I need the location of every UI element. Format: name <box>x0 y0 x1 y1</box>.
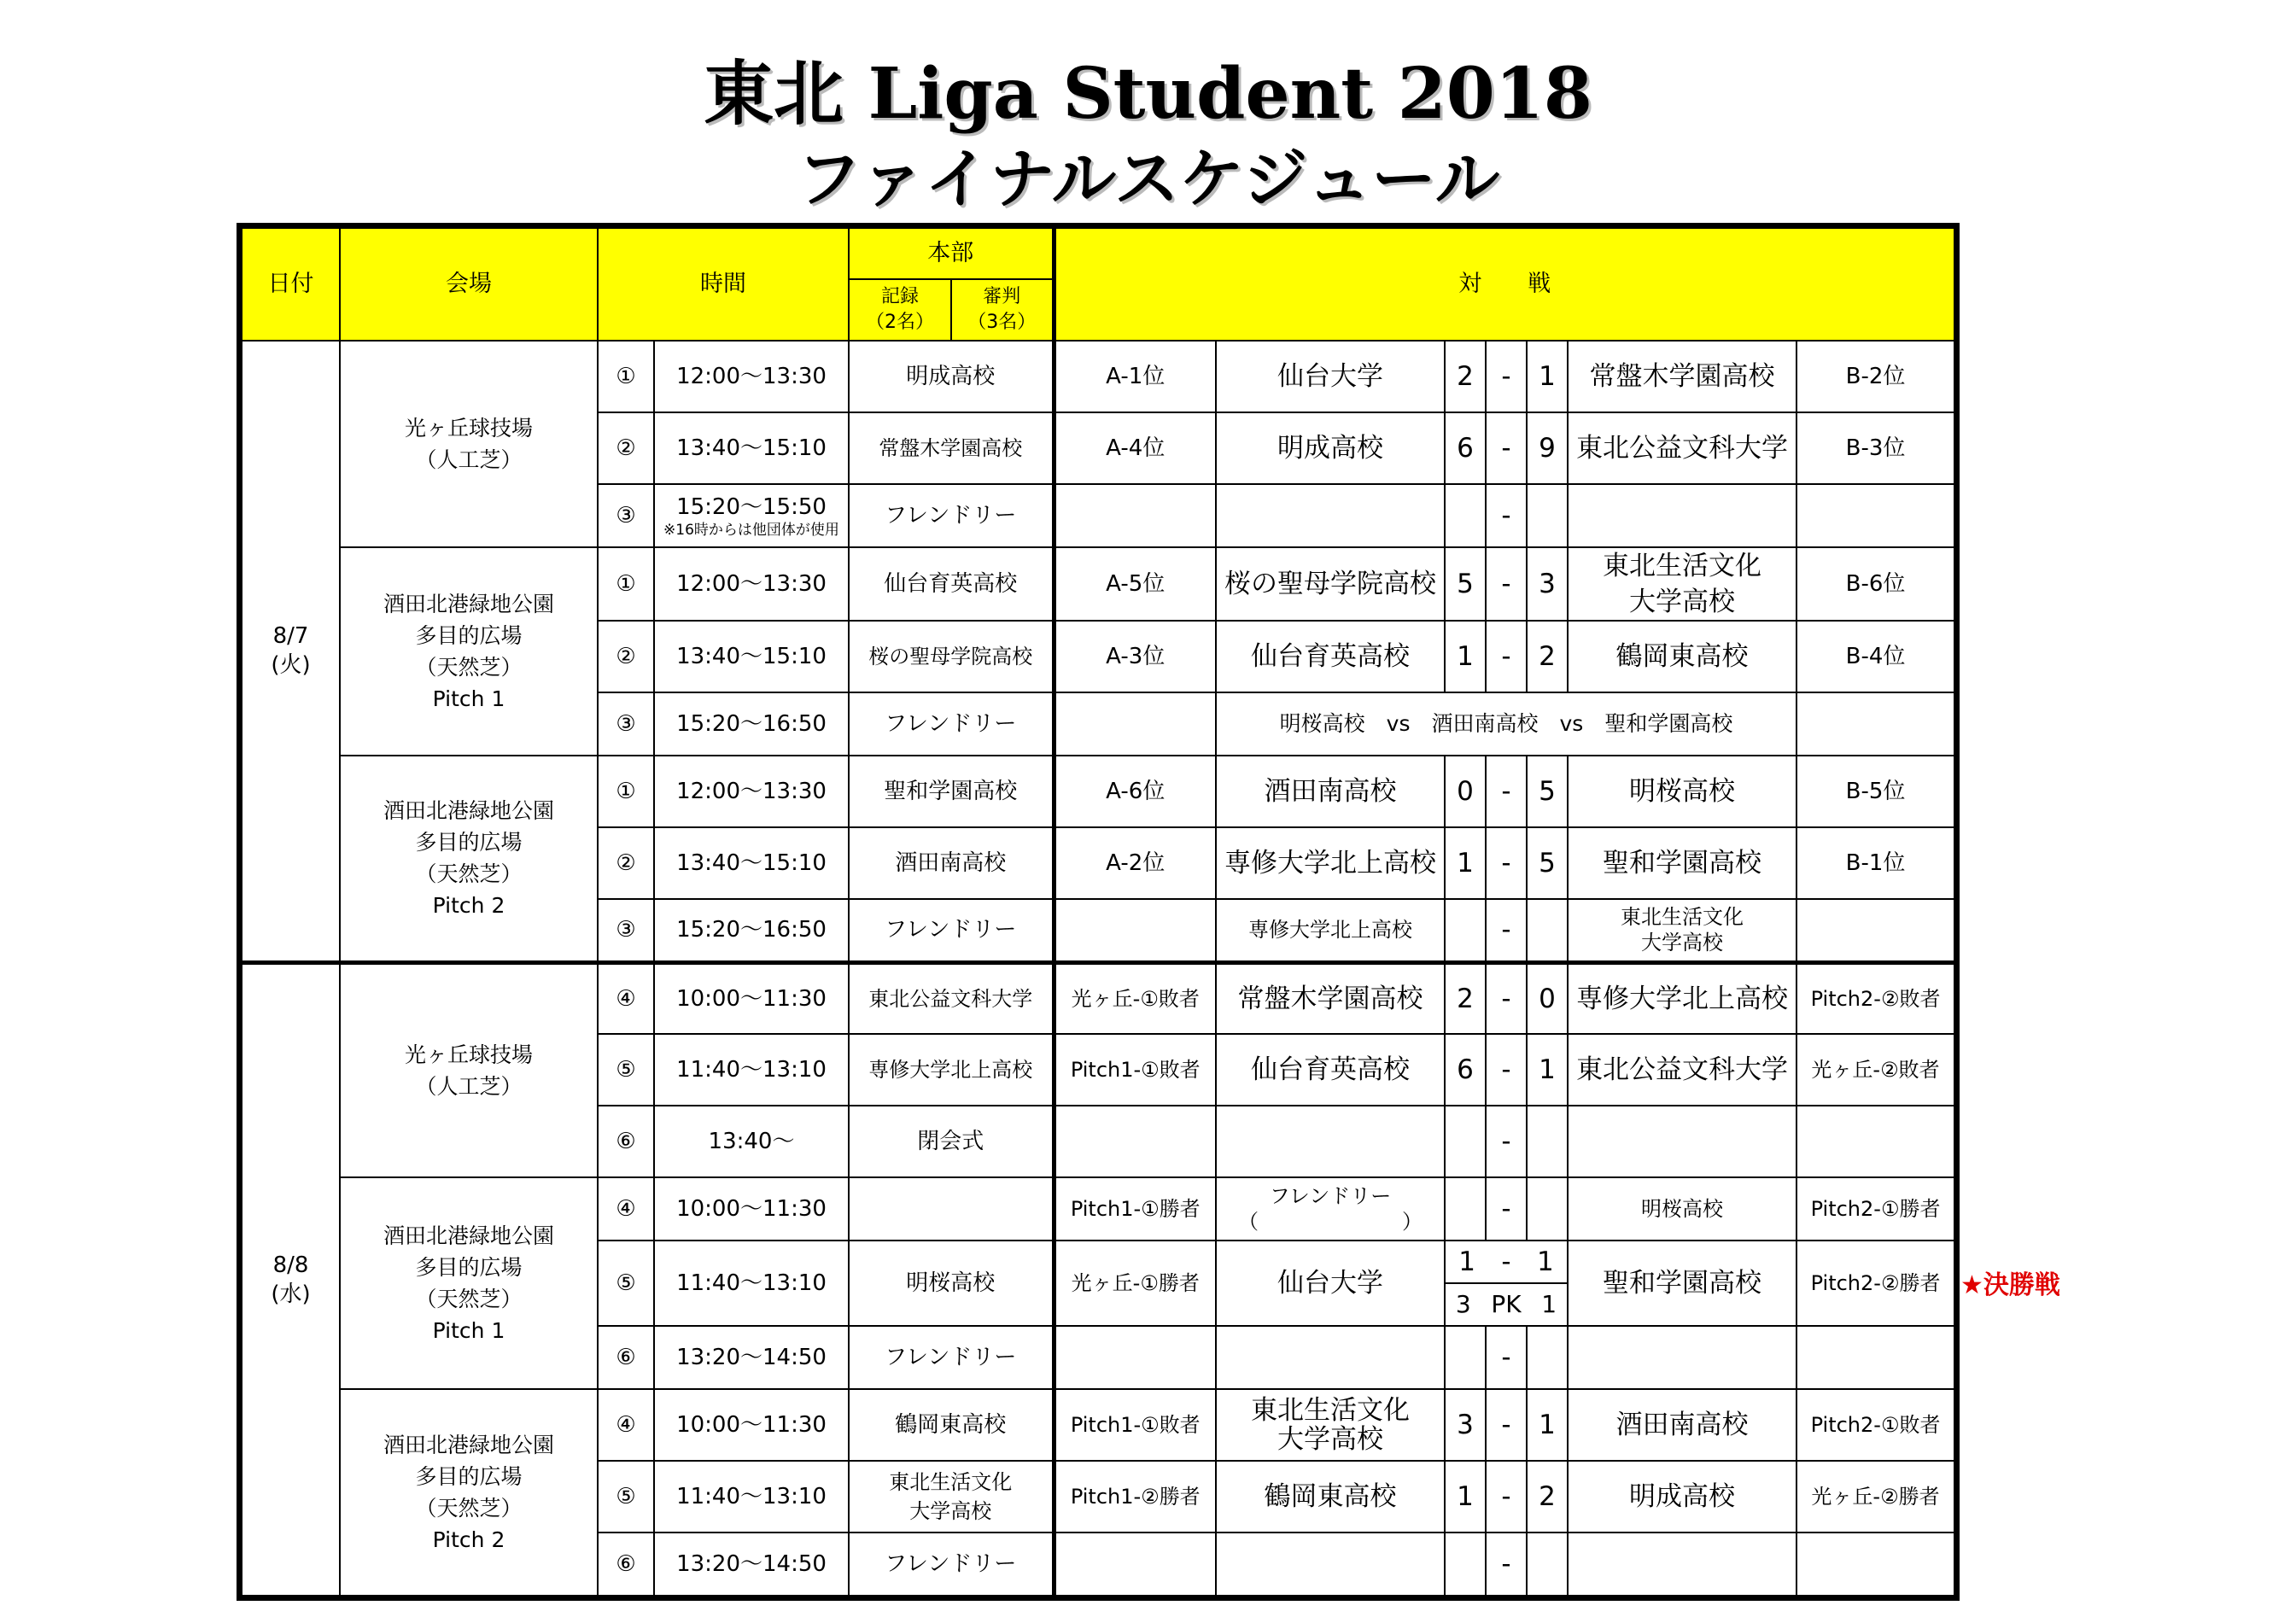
right-seed: Pitch2-①勝者 <box>1796 1177 1954 1241</box>
away-team: 明成高校 <box>1568 1461 1796 1533</box>
left-seed <box>1054 1326 1216 1389</box>
away-score: 2 <box>1527 1461 1568 1533</box>
left-seed: A-6位 <box>1054 756 1216 827</box>
hq-team <box>849 1177 1054 1241</box>
home-score: 3 <box>1445 1389 1486 1461</box>
home-team <box>1216 1533 1445 1596</box>
away-score: 1 <box>1527 1034 1568 1106</box>
hq-team: 鶴岡東高校 <box>849 1389 1054 1461</box>
score-dash: - <box>1486 1389 1527 1461</box>
header-hq: 本部 <box>849 228 1054 279</box>
left-seed <box>1054 1106 1216 1177</box>
match-number: ④ <box>598 962 654 1034</box>
score-dash: - <box>1486 756 1527 827</box>
match-number: ⑥ <box>598 1533 654 1596</box>
away-score: 3 <box>1527 547 1568 621</box>
home-score: 1 <box>1445 621 1486 692</box>
away-score: 1 <box>1527 1389 1568 1461</box>
schedule-table <box>241 227 1955 1597</box>
away-score: 5 <box>1527 827 1568 899</box>
venue-cell: 酒田北港緑地公園 多目的広場 （天然芝） Pitch 1 <box>340 547 598 756</box>
match-number: ① <box>598 756 654 827</box>
left-seed: A-2位 <box>1054 827 1216 899</box>
left-seed <box>1054 692 1216 756</box>
home-score: 6 <box>1445 412 1486 484</box>
away-team: 東北生活文化 大学高校 <box>1568 899 1796 962</box>
hq-team: 専修大学北上高校 <box>849 1034 1054 1106</box>
home-score: 2 <box>1445 962 1486 1034</box>
score-dash: - <box>1486 547 1527 621</box>
home-team <box>1216 1326 1445 1389</box>
header-referee: 審判 （3名） <box>951 279 1054 341</box>
home-score <box>1445 1533 1486 1596</box>
home-team <box>1216 1106 1445 1177</box>
home-team: 専修大学北上高校 <box>1216 827 1445 899</box>
hq-team: 酒田南高校 <box>849 827 1054 899</box>
right-seed: 光ヶ丘-②敗者 <box>1796 1034 1954 1106</box>
hq-team: フレンドリー <box>849 1533 1054 1596</box>
right-seed: B-2位 <box>1796 341 1954 412</box>
match-number: ② <box>598 621 654 692</box>
match-row <box>242 341 1954 412</box>
match-time: 13:40～15:10 <box>654 827 849 899</box>
away-team <box>1568 484 1796 547</box>
match-number: ① <box>598 341 654 412</box>
away-team: 常盤木学園高校 <box>1568 341 1796 412</box>
home-team: 専修大学北上高校 <box>1216 899 1445 962</box>
away-team <box>1568 1106 1796 1177</box>
match-time: 15:20～15:50 ※16時からは他団体が使用 <box>654 484 849 547</box>
match-number: ③ <box>598 899 654 962</box>
home-team: 仙台育英高校 <box>1216 621 1445 692</box>
away-score <box>1527 899 1568 962</box>
score-dash: - <box>1486 412 1527 484</box>
venue-cell: 光ヶ丘球技場 （人工芝） <box>340 962 598 1177</box>
header-date: 日付 <box>242 228 340 341</box>
home-score: 1 <box>1445 1461 1486 1533</box>
hq-team: 常盤木学園高校 <box>849 412 1054 484</box>
score-with-pk <box>1445 1241 1568 1326</box>
score-dash: - <box>1486 621 1527 692</box>
score-dash: - <box>1486 484 1527 547</box>
away-team <box>1568 1326 1796 1389</box>
home-score: 0 <box>1445 756 1486 827</box>
right-seed <box>1796 484 1954 547</box>
home-team: 仙台大学 <box>1216 1241 1445 1326</box>
time-note: ※16時からは他団体が使用 <box>663 522 839 539</box>
right-seed: Pitch2-①敗者 <box>1796 1389 1954 1461</box>
match-time: 10:00～11:30 <box>654 1177 849 1241</box>
match-time: 13:20～14:50 <box>654 1533 849 1596</box>
header-match: 対 戦 <box>1054 228 1954 341</box>
header-venue: 会場 <box>340 228 598 341</box>
away-team: 東北生活文化 大学高校 <box>1568 547 1796 621</box>
friendly-matchup: 明桜高校 vs 酒田南高校 vs 聖和学園高校 <box>1216 692 1796 756</box>
hq-team: 東北公益文科大学 <box>849 962 1054 1034</box>
right-seed <box>1796 1106 1954 1177</box>
right-seed: 光ヶ丘-②勝者 <box>1796 1461 1954 1533</box>
hq-team: 聖和学園高校 <box>849 756 1054 827</box>
away-score <box>1527 1326 1568 1389</box>
match-time: 11:40～13:10 <box>654 1461 849 1533</box>
hq-team: フレンドリー <box>849 899 1054 962</box>
away-score: 9 <box>1527 412 1568 484</box>
away-score <box>1527 1533 1568 1596</box>
right-seed: B-1位 <box>1796 827 1954 899</box>
left-seed: 光ヶ丘-①敗者 <box>1054 962 1216 1034</box>
home-team: 酒田南高校 <box>1216 756 1445 827</box>
away-score: 0 <box>1527 962 1568 1034</box>
left-seed: Pitch1-①勝者 <box>1054 1177 1216 1241</box>
right-seed: B-3位 <box>1796 412 1954 484</box>
away-team: 明桜高校 <box>1568 1177 1796 1241</box>
match-time: 10:00～11:30 <box>654 962 849 1034</box>
away-team: 東北公益文科大学 <box>1568 1034 1796 1106</box>
right-seed: B-5位 <box>1796 756 1954 827</box>
match-time: 15:20～16:50 <box>654 692 849 756</box>
left-seed: A-3位 <box>1054 621 1216 692</box>
match-time: 12:00～13:30 <box>654 756 849 827</box>
score-dash: - <box>1486 827 1527 899</box>
left-seed <box>1054 899 1216 962</box>
final-match-note: ★決勝戦 <box>1960 1270 2060 1300</box>
home-score <box>1445 1106 1486 1177</box>
header-record: 記録 （2名） <box>849 279 951 341</box>
home-score: 2 <box>1445 341 1486 412</box>
venue-cell: 酒田北港緑地公園 多目的広場 （天然芝） Pitch 2 <box>340 756 598 962</box>
match-number: ④ <box>598 1177 654 1241</box>
home-team <box>1216 484 1445 547</box>
home-score: 6 <box>1445 1034 1486 1106</box>
hq-team: 明成高校 <box>849 341 1054 412</box>
pk-label: PK <box>1491 1290 1522 1318</box>
home-team: 明成高校 <box>1216 412 1445 484</box>
away-team: 明桜高校 <box>1568 756 1796 827</box>
score-dash: - <box>1486 1177 1527 1241</box>
match-time: 13:40～15:10 <box>654 621 849 692</box>
away-score: 5 <box>1527 756 1568 827</box>
score-dash: - <box>1501 1246 1511 1277</box>
left-seed: A-4位 <box>1054 412 1216 484</box>
right-seed <box>1796 899 1954 962</box>
score-dash: - <box>1486 1326 1527 1389</box>
left-seed: A-5位 <box>1054 547 1216 621</box>
title-jp: 東北 <box>704 54 844 135</box>
home-team: 東北生活文化 大学高校 <box>1216 1389 1445 1461</box>
right-seed: Pitch2-②敗者 <box>1796 962 1954 1034</box>
match-number: ③ <box>598 692 654 756</box>
match-number: ② <box>598 827 654 899</box>
match-time: 13:20～14:50 <box>654 1326 849 1389</box>
right-seed: B-4位 <box>1796 621 1954 692</box>
date-cell: 8/8 (水) <box>242 962 340 1596</box>
home-team: 仙台大学 <box>1216 341 1445 412</box>
match-row <box>242 756 1954 827</box>
match-number: ⑤ <box>598 1034 654 1106</box>
hq-team: フレンドリー <box>849 692 1054 756</box>
home-team: フレンドリー （ ） <box>1216 1177 1445 1241</box>
away-score: 2 <box>1527 621 1568 692</box>
right-seed <box>1796 692 1954 756</box>
home-score <box>1445 484 1486 547</box>
score-dash: - <box>1486 1461 1527 1533</box>
score-dash: - <box>1486 962 1527 1034</box>
right-seed <box>1796 1533 1954 1596</box>
home-team: 桜の聖母学院高校 <box>1216 547 1445 621</box>
match-time: 12:00～13:30 <box>654 341 849 412</box>
left-seed <box>1054 484 1216 547</box>
left-seed: Pitch1-②勝者 <box>1054 1461 1216 1533</box>
left-seed: Pitch1-①敗者 <box>1054 1389 1216 1461</box>
match-time: 11:40～13:10 <box>654 1241 849 1326</box>
left-seed <box>1054 1533 1216 1596</box>
hq-team: フレンドリー <box>849 484 1054 547</box>
header-time: 時間 <box>598 228 849 341</box>
home-team: 常盤木学園高校 <box>1216 962 1445 1034</box>
match-time: 15:20～16:50 <box>654 899 849 962</box>
match-number: ③ <box>598 484 654 547</box>
title-en: Liga Student 2018 <box>868 53 1592 135</box>
match-time: 11:40～13:10 <box>654 1034 849 1106</box>
left-seed: 光ヶ丘-①勝者 <box>1054 1241 1216 1326</box>
away-team: 鶴岡東高校 <box>1568 621 1796 692</box>
home-team: 仙台育英高校 <box>1216 1034 1445 1106</box>
score-dash: - <box>1486 899 1527 962</box>
venue-cell: 酒田北港緑地公園 多目的広場 （天然芝） Pitch 1 <box>340 1177 598 1389</box>
match-number: ④ <box>598 1389 654 1461</box>
match-row <box>242 547 1954 621</box>
score-dash: - <box>1486 1533 1527 1596</box>
away-team: 聖和学園高校 <box>1568 827 1796 899</box>
match-time: 12:00～13:30 <box>654 547 849 621</box>
home-score <box>1445 1177 1486 1241</box>
hq-team: 仙台育英高校 <box>849 547 1054 621</box>
away-score <box>1527 1177 1568 1241</box>
match-number: ② <box>598 412 654 484</box>
hq-team: 明桜高校 <box>849 1241 1054 1326</box>
match-number: ⑤ <box>598 1461 654 1533</box>
home-score <box>1445 1326 1486 1389</box>
left-seed: Pitch1-①敗者 <box>1054 1034 1216 1106</box>
hq-team: 閉会式 <box>849 1106 1054 1177</box>
away-team <box>1568 1533 1796 1596</box>
away-score: 1 <box>1527 341 1568 412</box>
match-number: ⑥ <box>598 1326 654 1389</box>
match-number: ⑥ <box>598 1106 654 1177</box>
match-time: 13:40～15:10 <box>654 412 849 484</box>
away-score: 1 <box>1537 1246 1554 1277</box>
match-row <box>242 1177 1954 1241</box>
away-score <box>1527 484 1568 547</box>
hq-team: 東北生活文化 大学高校 <box>849 1461 1054 1533</box>
right-seed: Pitch2-②勝者 <box>1796 1241 1954 1326</box>
right-seed: B-6位 <box>1796 547 1954 621</box>
away-team: 専修大学北上高校 <box>1568 962 1796 1034</box>
hq-team: 桜の聖母学院高校 <box>849 621 1054 692</box>
title-line-2: ファイナルスケジュール <box>796 141 1500 217</box>
away-team: 聖和学園高校 <box>1568 1241 1796 1326</box>
venue-cell: 光ヶ丘球技場 （人工芝） <box>340 341 598 547</box>
score-dash: - <box>1486 1034 1527 1106</box>
home-score <box>1445 899 1486 962</box>
home-score: 5 <box>1445 547 1486 621</box>
match-row <box>242 962 1954 1034</box>
match-time: 13:40～ <box>654 1106 849 1177</box>
home-score: 1 <box>1445 827 1486 899</box>
match-time: 10:00～11:30 <box>654 1389 849 1461</box>
match-number: ① <box>598 547 654 621</box>
home-score: 1 <box>1458 1246 1475 1277</box>
venue-cell: 酒田北港緑地公園 多目的広場 （天然芝） Pitch 2 <box>340 1389 598 1596</box>
away-team: 酒田南高校 <box>1568 1389 1796 1461</box>
hq-team: フレンドリー <box>849 1326 1054 1389</box>
title-line-1 <box>0 51 2296 137</box>
away-team: 東北公益文科大学 <box>1568 412 1796 484</box>
home-team: 鶴岡東高校 <box>1216 1461 1445 1533</box>
match-number: ⑤ <box>598 1241 654 1326</box>
score-dash: - <box>1486 341 1527 412</box>
match-row <box>242 1389 1954 1461</box>
away-score <box>1527 1106 1568 1177</box>
away-pk: 1 <box>1541 1290 1557 1318</box>
right-seed <box>1796 1326 1954 1389</box>
home-pk: 3 <box>1455 1290 1471 1318</box>
date-cell: 8/7 (火) <box>242 341 340 962</box>
left-seed: A-1位 <box>1054 341 1216 412</box>
score-dash: - <box>1486 1106 1527 1177</box>
